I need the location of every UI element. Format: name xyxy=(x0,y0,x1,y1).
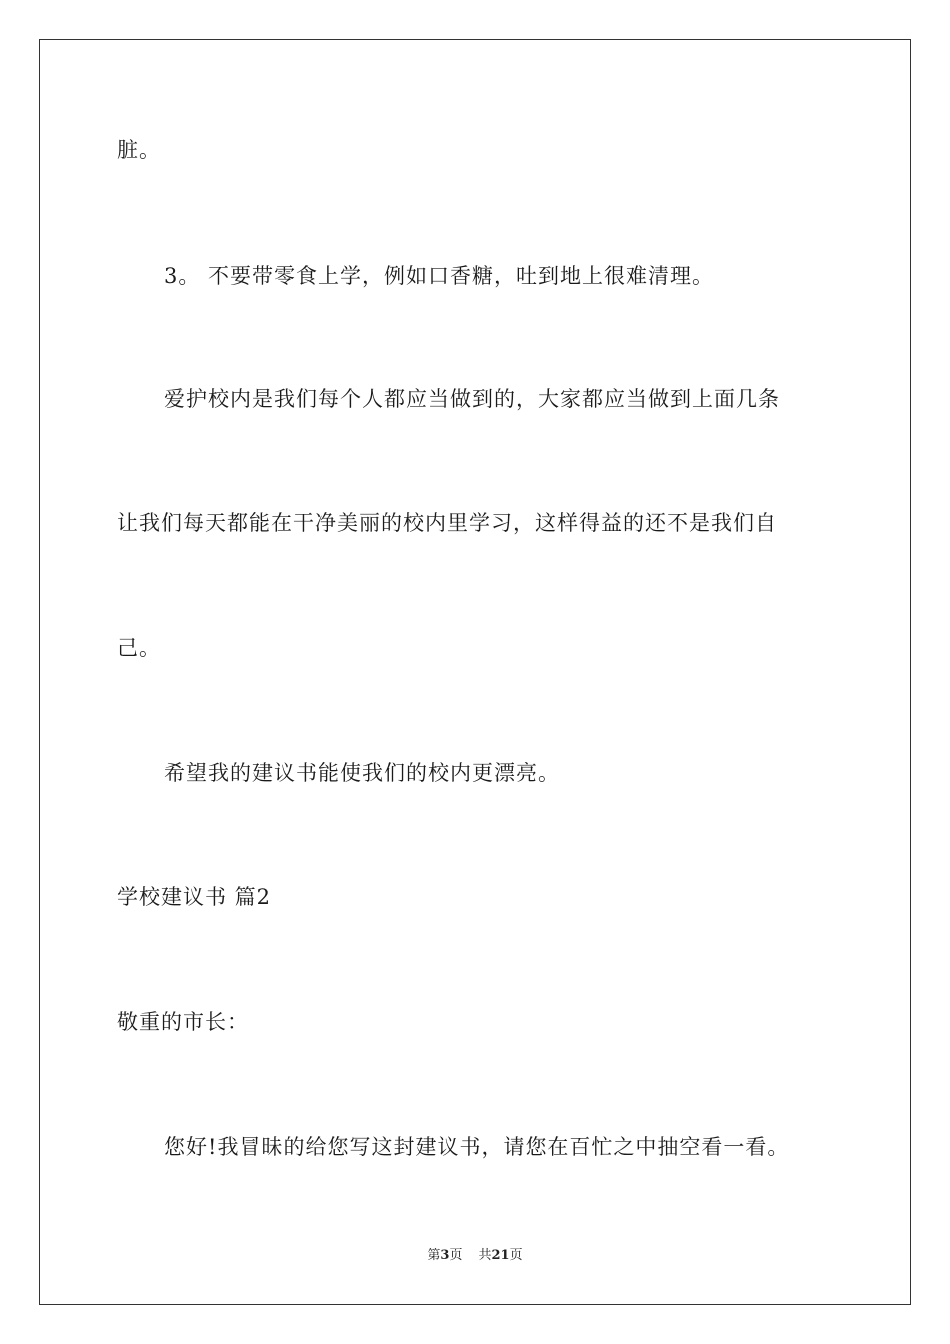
text-line-4: 让我们每天都能在干净美丽的校内里学习，这样得益的还不是我们自 xyxy=(117,511,777,535)
page-frame xyxy=(39,39,911,1305)
text-line-9: 您好!我冒昧的给您写这封建议书，请您在百忙之中抽空看一看。 xyxy=(164,1135,790,1159)
text-line-3: 爱护校内是我们每个人都应当做到的，大家都应当做到上面几条 xyxy=(164,387,780,411)
total-pages-number: 21 xyxy=(491,1248,510,1263)
footer-total-prefix: 共 xyxy=(478,1248,492,1263)
footer-page-word: 页 xyxy=(449,1248,463,1263)
salutation: 敬重的市长： xyxy=(117,1010,249,1034)
text-line-2: 3。 不要带零食上学，例如口香糖，吐到地上很难清理。 xyxy=(164,264,715,288)
footer-total-suffix: 页 xyxy=(509,1248,523,1263)
page-footer xyxy=(0,1247,950,1265)
text-line-6: 希望我的建议书能使我们的校内更漂亮。 xyxy=(164,761,560,785)
text-line-5: 己。 xyxy=(117,636,161,660)
current-page-number: 3 xyxy=(440,1248,450,1263)
section-heading: 学校建议书 篇2 xyxy=(117,885,272,909)
footer-prefix: 第 xyxy=(427,1248,441,1263)
text-line-1: 脏。 xyxy=(117,138,161,162)
